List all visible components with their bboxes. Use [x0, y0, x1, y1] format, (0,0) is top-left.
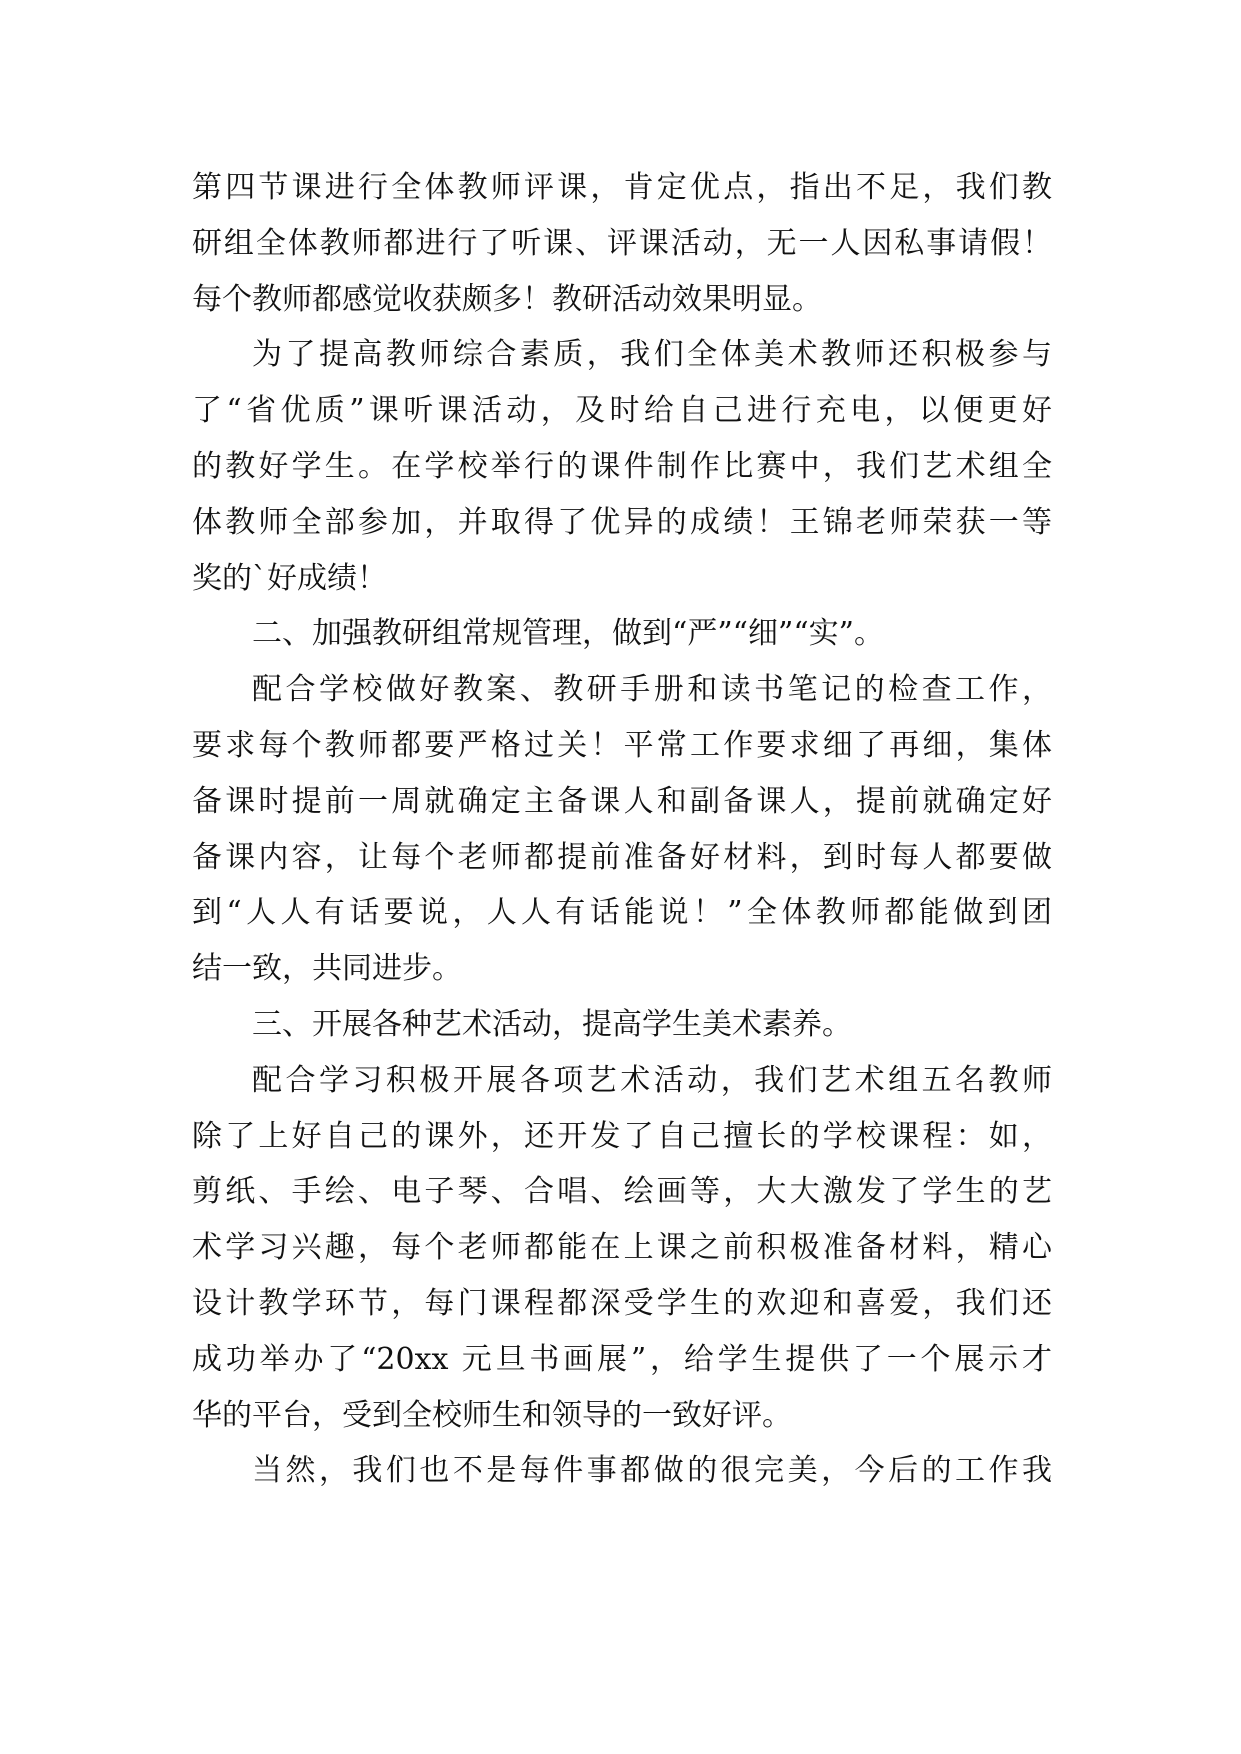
text-line: 备课内容，让每个老师都提前准备好材料，到时每人都要做: [192, 839, 1052, 875]
text-line: 配合学习积极开展各项艺术活动，我们艺术组五名教师: [252, 1062, 1052, 1098]
text-line: 为了提高教师综合素质，我们全体美术教师还积极参与: [252, 337, 1052, 373]
text-line: 当然，我们也不是每件事都做的很完美，今后的工作我: [252, 1453, 1052, 1489]
text-line: 设计教学环节，每门课程都深受学生的欢迎和喜爱，我们还: [192, 1285, 1052, 1321]
text-line: 剪纸、手绘、电子琴、合唱、绘画等，大大激发了学生的艺: [192, 1174, 1052, 1210]
text-line: 成功举办了“20xx 元旦书画展”，给学生提供了一个展示才: [192, 1341, 1052, 1377]
text-line: 的教好学生。在学校举行的课件制作比赛中，我们艺术组全: [192, 448, 1052, 484]
text-line: 每个教师都感觉收获颇多！教研活动效果明显。: [192, 281, 822, 317]
text-line: 体教师全部参加，并取得了优异的成绩！王锦老师荣获一等: [192, 504, 1052, 540]
text-line: 第四节课进行全体教师评课，肯定优点，指出不足，我们教: [192, 170, 1052, 205]
text-line: 华的平台，受到全校师生和领导的一致好评。: [192, 1397, 792, 1433]
document-body: [192, 160, 1052, 1499]
text-line: 三、开展各种艺术活动，提高学生美术素养。: [252, 1006, 852, 1042]
text-line: 备课时提前一周就确定主备课人和副备课人，提前就确定好: [192, 783, 1052, 819]
text-line: 术学习兴趣，每个老师都能在上课之前积极准备材料，精心: [192, 1230, 1052, 1266]
text-line: 结一致，共同进步。: [192, 951, 462, 987]
text-line: 配合学校做好教案、教研手册和读书笔记的检查工作，: [252, 672, 1052, 708]
text-line: 除了上好自己的课外，还开发了自己擅长的学校课程：如，: [192, 1118, 1052, 1154]
text-line: 到“人人有话要说，人人有话能说！”全体教师都能做到团: [192, 895, 1052, 931]
text-line: 研组全体教师都进行了听课、评课活动，无一人因私事请假！: [192, 225, 1052, 261]
text-line: 了“省优质”课听课活动，及时给自己进行充电，以便更好: [192, 393, 1052, 429]
text-line: 二、加强教研组常规管理，做到“严”“细”“实”。: [252, 616, 885, 652]
text-line: 奖的`好成绩！: [192, 560, 387, 596]
text-line: 要求每个教师都要严格过关！平常工作要求细了再细，集体: [192, 727, 1052, 763]
